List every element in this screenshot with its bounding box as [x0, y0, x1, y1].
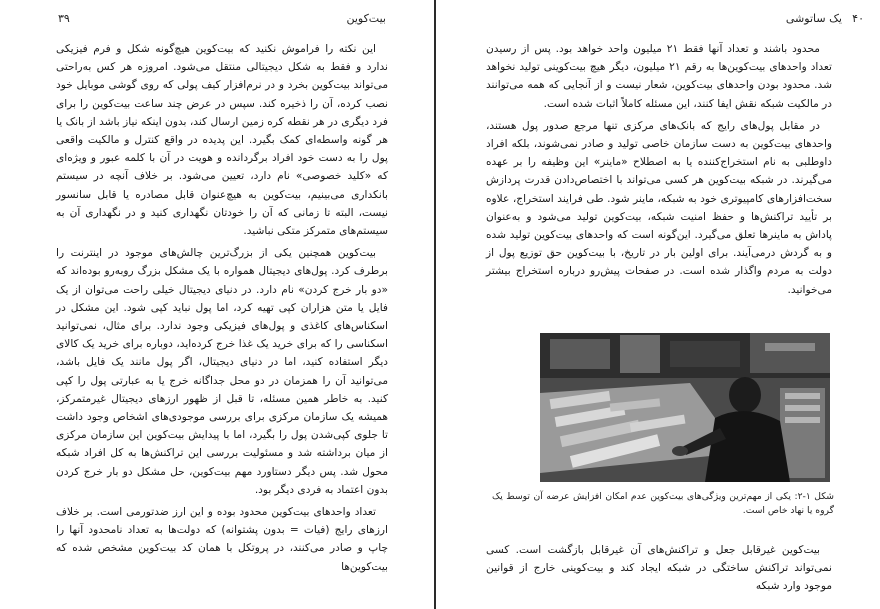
paragraph: این نکته را فراموش نکنید که بیت‌کوین هیچ‌گونه شکل و فرم فیزیکی ندارد و فقط به شکل دیجیتالی منتقل می‌شود. امروزه هر کس به‌راحتی می‌تواند بیت‌کوین بخرد و در نرم‌افزار کیف پولی که روی گوشی موبایل خود نصب کرده، آن را ذخیره کند. سپس در عرض چند ساعت بیت‌کوین را برای فرد دیگری در هر نقطه کره زمین ارسال کند، بدون اینکه نیاز باشد از بانک یا هر گونه واسطه‌ای کمک بگیرد. این پدیده در واقع کنترل و مالکیت واقعی پول را به دست خود افراد برگردانده و هویت در آن با کلمه عبور و ویژه‌ای که «کلید خصوصی» نام دارد، تعیین می‌شود. بر خلاف آنچه در سیستم بانکداری می‌بینیم، بیت‌کوین به هیچ‌عنوان قابل مصادره یا قابل سانسور نیست، البته تا زمانی که آن را خودتان نگهداری کنید و در نگهداری آن به سیستم‌های متمرکز متکی نباشید.: [56, 43, 388, 238]
running-head: یک ساتوشی: [785, 12, 842, 25]
paragraph: در مقابل پول‌های رایج که بانک‌های مرکزی تنها مرجع صدور پول هستند، واحدهای بیت‌کوین به دست سازمان خاصی تولید و صادر نمی‌شوند، بلکه افراد داوطلبی به نام استخراج‌کننده یا به اصطلاح «ماینر» این وظیفه را بر عهده می‌گیرند. در شبکه بیت‌کوین هر کسی می‌تواند با اختصاص‌دادن قدرت پردازش سخت‌افزارهای کامپیوتری خود به شبکه، ماینر شود. طی فرایند استخراج، علاوه بر تأیید تراکنش‌ها و حفظ امنیت شبکه، بیت‌کوین تولید می‌شود و به‌عنوان پاداش به ماینرها تعلق می‌گیرد. این‌گونه است که واحدهای بیت‌کوین تولید شده و به گردش درمی‌آیند. برای اولین بار در تاریخ، با بیت‌کوین حق توزیع پول از دولت به مردم واگذار شده است. در صفحات پیش‌رو درباره استخراج بیشتر می‌خوانید.: [486, 119, 832, 296]
paragraph: بیت‌کوین غیرقابل جعل و تراکنش‌های آن غیرقابل بازگشت است. کسی نمی‌تواند تراکنش ساختگی در شبکه ایجاد کند و بیت‌کوینی خارج از قوانین موجود وارد شبکه: [486, 544, 832, 593]
right-page-body: [486, 40, 832, 303]
left-page: [0, 0, 434, 609]
running-head: بیت‌کوین: [346, 12, 386, 25]
right-page-body-bottom: [486, 541, 832, 600]
money-printing-photo: [540, 333, 830, 482]
page-number: ۳۹: [58, 12, 70, 25]
figure-caption: شکل ۱-۲: یکی از مهم‌ترین ویژگی‌های بیت‌کوین عدم امکان افزایش عرضه آن توسط یک گروه یا نهاد خاص است.: [492, 491, 834, 516]
page-number: ۴۰: [852, 12, 864, 25]
paragraph: بیت‌کوین همچنین یکی از بزرگ‌ترین چالش‌های موجود در اینترنت را برطرف کرد. پول‌های دیجیتال همواره با یک مشکل بزرگ روبه‌رو بوده‌اند که «دو بار خرج کردن» نام دارد. در دنیای دیجیتال خیلی راحت می‌توان از یک فایل یا متن هزاران کپی تهیه کرد، اما پول نباید کپی شود. این مشکل در اسکناس‌های کاغذی و پول‌های فیزیکی وجود ندارد. برای مثال، نمی‌توانید اسکناسی را که برای خرید یک غذا خرج کرده‌اید، دوباره برای خرید یک کالای دیگر استفاده کنید، اما در دنیای دیجیتال، اگر پول مانند یک فایل باشد، می‌توانید آن را همزمان در دو محل جداگانه خرج یا به عبارتی پول را کپی کنید. به خاطر همین مسئله، تا قبل از ظهور ارزهای دیجیتال غیرمتمرکز، همیشه یک سازمان مرکزی برای بررسی موجودی‌های اشخاص وجود داشت تا جلوی کپی‌شدن پول را بگیرد، اما با پیدایش بیت‌کوین این سازمان مرکزی از میان برداشته شد و مسئولیت بررسی این تراکنش‌ها به کل افراد شبکه محول شد. پس دیگر دستاورد مهم بیت‌کوین، حل مشکل دو بار خرج کردن بدون اعتماد به فردی دیگر بود.: [56, 247, 388, 496]
left-page-body: [56, 40, 388, 580]
paragraph: تعداد واحدهای بیت‌کوین محدود بوده و این ارز ضدتورمی است. بر خلاف ارزهای رایج (فیات = بدون پشتوانه) که دولت‌ها به تعداد نامحدود آنها را چاپ و صادر می‌کنند، در پروتکل با همان کد بیت‌کوین مشخص شده که بیت‌کوین‌ها: [56, 506, 388, 573]
right-page: [436, 0, 880, 609]
paragraph: محدود باشند و تعداد آنها فقط ۲۱ میلیون واحد خواهد بود. پس از رسیدن تعداد واحدهای بیت‌کوین‌ها به رقم ۲۱ میلیون، دیگر هیچ بیت‌کوینی تولید نخواهد شد. محدود بودن واحدهای بیت‌کوین، شعار نیست و از آنجایی که همه می‌توانند در مالکیت شبکه نقش ایفا کنند، این مسئله کاملاً اثبات شده است.: [486, 43, 832, 110]
